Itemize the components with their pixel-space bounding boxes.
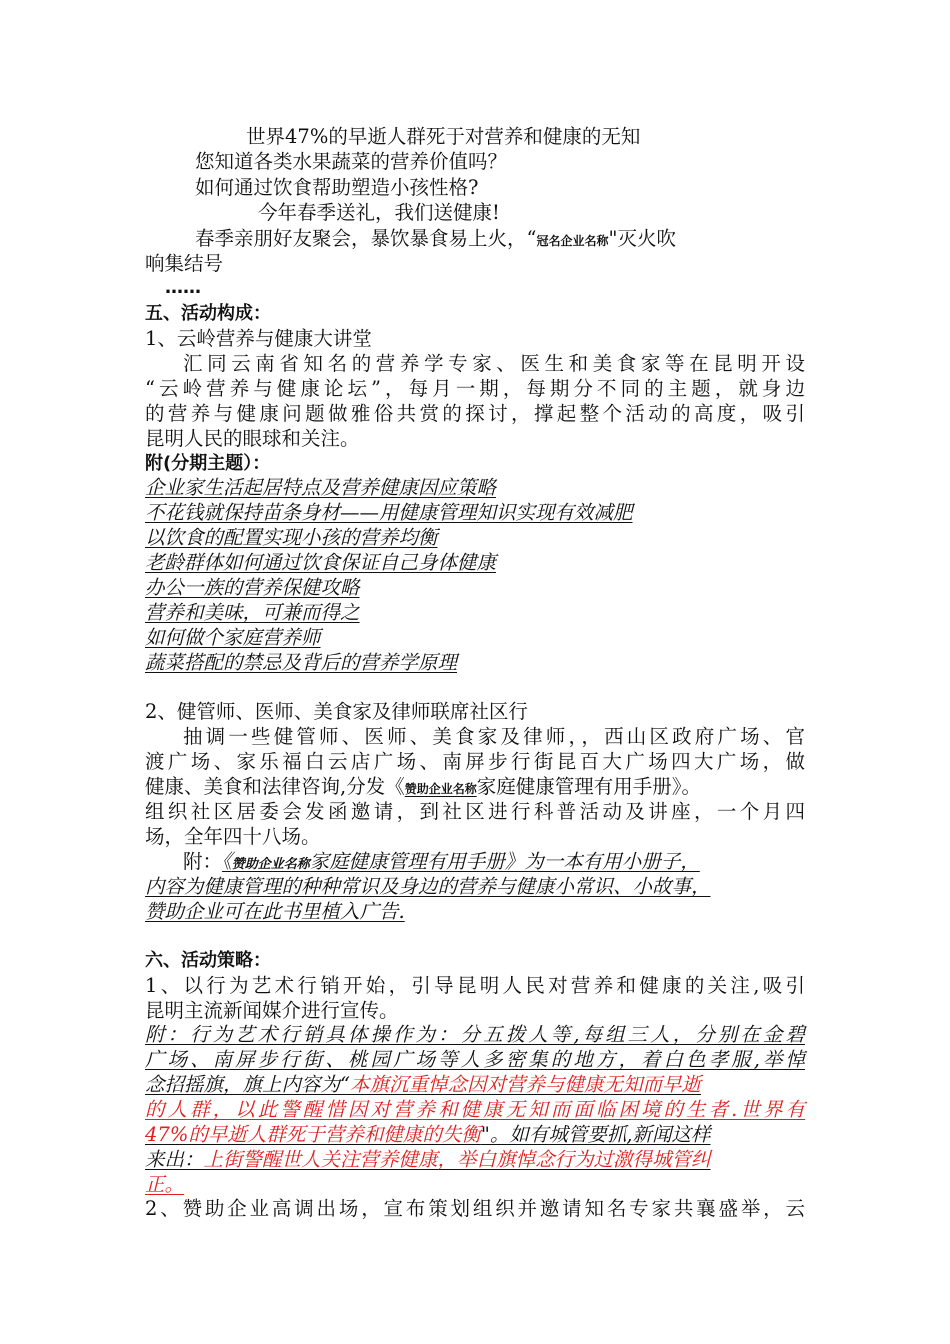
theme-item: 如何做个家庭营养师 xyxy=(145,626,321,649)
brand-placeholder: 赞助企业名称 xyxy=(231,857,310,872)
section5-item2-title: 2、健管师、医师、美食家及律师联席社区行 xyxy=(145,700,528,723)
intro-line-2: 您知道各类水果蔬菜的营养价值吗？ xyxy=(195,150,508,173)
section5-item1-p3: 的营养与健康问题做雅俗共赏的探讨，撑起整个活动的高度，吸引 xyxy=(145,402,805,425)
section6-note-line-3: 念招摇旗，旗上内容为“本旗沉重悼念因对营养与健康无知而早逝 xyxy=(145,1073,701,1096)
section5-item1-p2: “云岭营养与健康论坛”，每月一期，每期分不同的主题，就身边 xyxy=(145,377,805,400)
section5-item1-title: 1、云岭营养与健康大讲堂 xyxy=(145,327,372,350)
section6-note-line-1: 附：行为艺术行销具体操作为：分五拨人等,每组三人，分别在金碧 xyxy=(145,1023,805,1046)
theme-item: 以饮食的配置实现小孩的营养均衡 xyxy=(145,526,438,549)
brand-placeholder: 冠名企业名称 xyxy=(536,234,609,248)
theme-item: 营养和美味，可兼而得之 xyxy=(145,601,360,624)
section6-note-line-4: 的人群，以此警醒惜因对营养和健康无知而面临困境的生者.世界有 xyxy=(145,1098,805,1121)
intro-ellipsis: …… xyxy=(165,277,201,298)
brand-placeholder: 赞助企业名称 xyxy=(404,782,477,796)
section6-item2-p1: 2、赞助企业高调出场，宣布策划组织并邀请知名专家共襄盛举，云 xyxy=(145,1197,805,1220)
section6-note-line-2: 广场、南屏步行街、桃园广场等人多密集的地方，着白色孝服,举悼 xyxy=(145,1048,805,1071)
section5-item1-p1: 汇同云南省知名的营养学专家、医生和美食家等在昆明开设 xyxy=(183,352,805,375)
themes-heading: 附(分期主题）： xyxy=(145,453,271,474)
section5-item2-p3: 健康、美食和法律咨询,分发《赞助企业名称家庭健康管理有用手册》。 xyxy=(145,775,701,798)
section6-item1-p1: 1、以行为艺术行销开始，引导昆明人民对营养和健康的关注,吸引 xyxy=(145,974,805,997)
theme-item: 不花钱就保持苗条身材——用健康管理知识实现有效减肥 xyxy=(145,501,633,524)
section5-heading: 五、活动构成： xyxy=(145,303,271,324)
section6-note-line-5: 47%的早逝人群死于营养和健康的失衡"。如有城管要抓,新闻这样 xyxy=(145,1123,711,1146)
section6-item1-p2: 昆明主流新闻媒介进行宣传。 xyxy=(145,999,399,1022)
section6-heading: 六、活动策略： xyxy=(145,950,271,971)
section5-item2-p5: 场，全年四十八场。 xyxy=(145,825,321,848)
theme-item: 企业家生活起居特点及营养健康因应策略 xyxy=(145,476,497,499)
intro-line-3: 如何通过饮食帮助塑造小孩性格? xyxy=(195,176,479,199)
intro-line-5: 春季亲朋好友聚会，暴饮暴食易上火，“冠名企业名称"灭火吹 xyxy=(195,227,676,250)
section5-item2-p1: 抽调一些健管师、医师、美食家及律师，，西山区政府广场、官 xyxy=(183,725,805,748)
section6-note-line-7: 正。 xyxy=(145,1173,185,1196)
section5-note-line-1: 附：《赞助企业名称家庭健康管理有用手册》为一本有用小册子， xyxy=(183,850,700,873)
section5-item2-p2: 渡广场、家乐福白云店广场、南屏步行街昆百大广场四大广场，做 xyxy=(145,750,805,773)
intro-line-4: 今年春季送礼，我们送健康! xyxy=(258,201,500,224)
section5-item2-p4: 组织社区居委会发函邀请，到社区进行科普活动及讲座，一个月四 xyxy=(145,800,805,823)
section5-note-line-3: 赞助企业可在此书里植入广告. xyxy=(145,900,405,923)
section6-note-line-6: 来出：上街警醒世人关注营养健康，举白旗悼念行为过激得城管纠 xyxy=(145,1148,711,1171)
section5-note-line-2: 内容为健康管理的种种常识及身边的营养与健康小常识、小故事， xyxy=(145,875,711,898)
intro-line-6: 响集结号 xyxy=(145,252,224,275)
theme-item: 办公一族的营养保健攻略 xyxy=(145,576,360,599)
theme-item: 老龄群体如何通过饮食保证自己身体健康 xyxy=(145,551,497,574)
section5-item1-p4: 昆明人民的眼球和关注。 xyxy=(145,427,360,450)
intro-line-1: 世界47%的早逝人群死于对营养和健康的无知 xyxy=(246,125,641,148)
theme-item: 蔬菜搭配的禁忌及背后的营养学原理 xyxy=(145,651,458,674)
